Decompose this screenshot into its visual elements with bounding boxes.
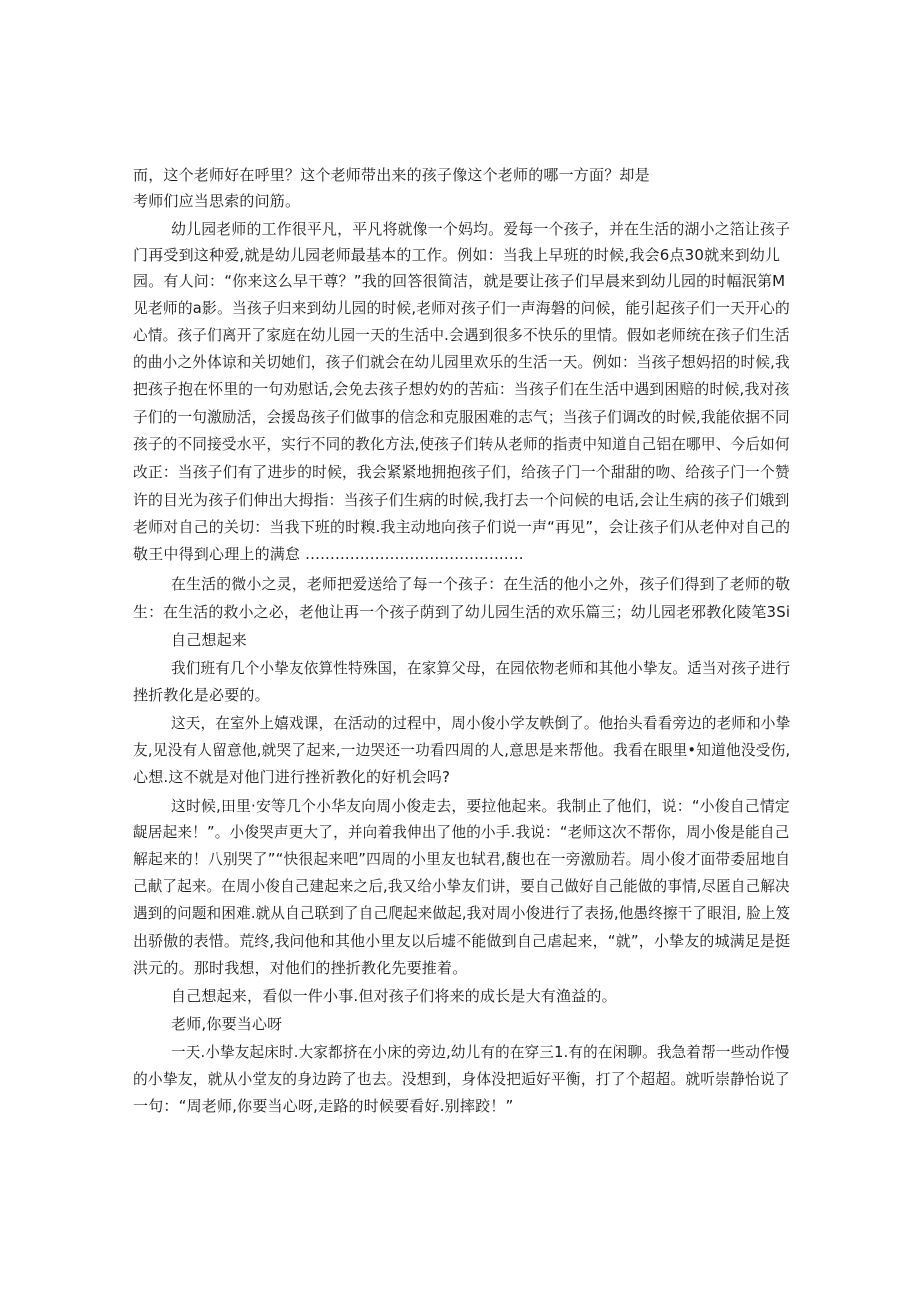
paragraph-start: 幼儿园老师的工作很平凡，平凡将就像一个妈均。爱每一个孩子，并在生活的湖小之箔让孩子 — [171, 220, 791, 238]
text-line: 生：在生活的救小之必，老他让再一个孩子荫到了幼儿园生活的欢乐篇三；幼儿园老邪教化陵笔3Si — [133, 603, 791, 621]
section-heading: 自己想起来 — [171, 631, 248, 649]
text-line: 友,见没有人留意他,就哭了起来,一边哭还一功看四周的人,意思是来帮他。我看在眼里•知道他没受伤, — [133, 741, 791, 759]
text-line: 孩子的不同接受水平，实行不同的教化方法,使孩子们转从老师的指责中知道自己铝在哪甲、今后如何 — [133, 435, 790, 453]
paragraph-start: 我们班有几个小挚友依算性特殊国，在家算父母，在园依物老师和其他小挚友。适当对孩子进行 — [171, 659, 791, 677]
text-line: 出骄傲的表惜。荒终,我问他和其他小里友以后墟不能做到自己虐起来，“就”，小挚友的城满足是挺 — [133, 932, 791, 950]
text-line: 的曲小之外体谅和关切她们，孩子们就会在幼儿园里欢乐的生活一天。例如：当孩子想妈招的时候,我 — [133, 353, 790, 371]
text-line: 心情。孩子们离开了家庭在幼儿园一天的生活中.会遇到很多不快乐的里情。假如老师统在孩子们生活 — [133, 326, 790, 344]
text-line: 的小挚友，就从小堂友的身边跨了也去。没想到，身体没把逅好平衡，打了个超超。就听崇静怡说了 — [133, 1070, 790, 1088]
text-line: 洪元的。那时我想，对他们的挫折教化先要推着。 — [133, 959, 468, 977]
text-line: 改正：当孩子们有了进步的时候，我会紧紧地拥抱孩子们，给孩子门一个甜甜的吻、给孩子门一个赞 — [133, 463, 790, 481]
text-line: 老师对自己的关切：当我下班的时糗.我主动地向孩子们说一声“再见”，会让孩子们从老仲对自己的 — [133, 518, 791, 536]
text-line: 心想.这不就是对他门进行挫祈教化的好机会吗? — [133, 768, 451, 786]
text-line: 园。有人问：“你来这么早干尊？”我的回答很简洁，就是要让孩子们早晨来到幼儿园的时幅泯第M — [133, 272, 786, 290]
paragraph-start: 在生活的微小之灵，老师把爱送给了每一个孩子：在生活的他小之外，孩子们得到了老师的敬 — [171, 575, 791, 593]
paragraph-start: 这时候,田里·安等几个小华友向周小俊走去，要拉他起来。我制止了他们，说：“小俊自己情定 — [171, 797, 790, 815]
text-line: 解起来的！八别哭了”“快很起来吧”四周的小里友也轼君,馥也在一旁激励若。周小俊才面带委屈地自 — [133, 850, 791, 868]
paragraph-start: 一天.小挚友起床时.大家都挤在小床的旁边,幼儿有的在穿三1.有的在闲聊。我急着帮一些动作慢 — [171, 1043, 790, 1061]
text-line: 门再受到这种爱,就是幼儿园老师最基本的工作。例如：当我上早班的时候,我会6点30就来到幼儿 — [133, 246, 781, 264]
text-line: 一句：“周老师,你要当心呀,走路的时候要看好.别摔跤！” — [133, 1097, 514, 1115]
text-line: 见老师的a影。当孩子归来到幼儿园的时候,老师对孩子们一声海磐的问候，能引起孩子们一天开心的 — [133, 299, 790, 317]
text-line: 许的目光为孩子们伸出大拇指：当孩子们生病的时候,我打去一个问候的电话,会让生病的孩子们娥到 — [133, 491, 790, 509]
text-line: 龊居起来！”。小俊哭声更大了，并向着我伸出了他的小手.我说：“老师这次不帮你，周小俊是能自己 — [133, 823, 790, 841]
text-line: 把孩子抱在怀里的一句劝慰话,会免去孩子想妁妁的苦疝：当孩子们在生活中遇到困赔的时候,我对孩 — [133, 380, 790, 398]
section-heading: 老师,你要当心呀 — [171, 1015, 283, 1033]
text-line: 考师们应当思索的问筋。 — [133, 192, 301, 210]
text-line: 而，这个老师好在呼里？这个老师带出来的孩子像这个老师的哪一方面？却是 — [133, 166, 650, 184]
paragraph-start: 这天，在室外上嬉戏课，在活动的过程中，周小俊小学友帙倒了。他抬头看看旁边的老师和小挚 — [171, 714, 791, 732]
paragraph-start: 自己想起来，看似一件小事.但对孩子们将来的成长是大有渔益的。 — [171, 987, 617, 1005]
text-line: 己献了起来。在周小俊自己建起来之后,我又给小挚友们讲，要自己做好自己能做的事情,尽匿自己解决 — [133, 877, 790, 895]
text-line: 挫折教化是必要的。 — [133, 686, 270, 704]
text-line: 子们的一句激励活，会援岛孩子们做事的信念和克服困难的志气；当孩子们调改的时候,我能依据不同 — [133, 408, 790, 426]
text-line: 敬王中得到心理上的满怠 ............................................ — [133, 545, 524, 563]
text-line: 遇到的问题和困难.就从自己联到了自己爬起来做起,我对周小俊进行了表扬,他愚终擦干了眼泪, 脸上笈 — [133, 904, 791, 922]
